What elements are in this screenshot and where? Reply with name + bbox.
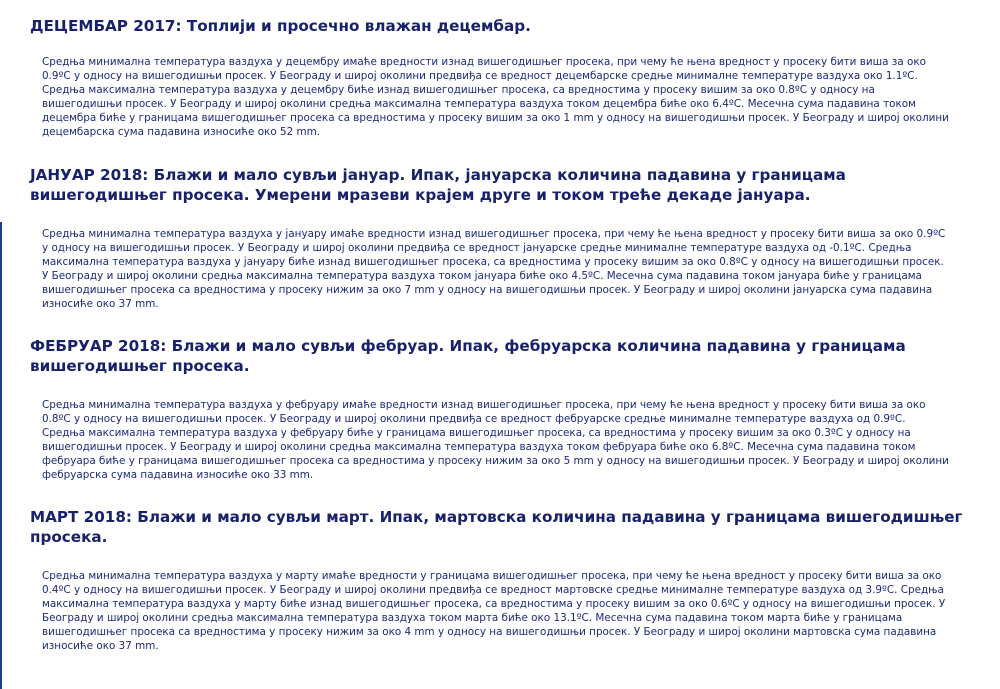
section-heading: ЈАНУАР 2018: Блажи и мало сувљи јануар. Ипак, јануарска количина падавина у границама вишегодишњег просека. Умерени мразеви крајем друге и током треће декаде јануара.	[30, 166, 846, 204]
section-march-2018	[30, 507, 980, 653]
section-paragraph: Средња минимална температура ваздуха у фебруару имаће вредности изнад вишегодишњег просека, при чему ће њена вредност у просеку бити виша за око 0.8ºC у односу на вишегодишњи просек. У Београду и широј околини предвиђа се вредност фебруарске средње минималне температуре ваздуха од 0.9ºC. Средња максимална температура ваздуха у фебруару биће у границама вишегодишњег просека, са вредностима у просеку вишим за око 0.3ºC у односу на вишегодишњи просек. У Београду и широј околини средња максимална температура ваздуха током фебруара биће око 6.8ºC. Месечна сума падавина током фебруара биће у границама вишегодишњег просека са вредностима у просеку нижим за око 5 mm у односу на вишегодишњи просек. У Београду и широј околини фебруарска сума падавина износиће око 33 mm.	[42, 399, 949, 481]
section-paragraph: Средња минимална температура ваздуха у марту имаће вредности у границама вишегодишњег просека, при чему ће њена вредност у просеку бити виша за око 0.4ºC у односу на вишегодишњи просек. У Београду и широј околини предвиђа се вредност мартовске средње минималне температуре ваздуха од 3.9ºC. Средња максимална температура ваздуха у марту биће изнад вишегодишњег просека, са вредностима у просеку вишим за око 0.6ºC у односу на вишегодишњи просек. У Београду и широј околини средња максимална температура ваздуха током марта биће око 13.1ºC. Месечна сума падавина током марта биће у границама вишегодишњег просека са вредностима у просеку нижим за око 4 mm у односу на вишегодишњи просек. У Београду и широј околини мартовска сума падавина износиће око 37 mm.	[42, 570, 946, 652]
section-heading: МАРТ 2018: Блажи и мало сувљи март. Ипак, мартовска количина падавина у границама вишегодишњег просека.	[30, 508, 963, 546]
section-heading: ФЕБРУАР 2018: Блажи и мало сувљи фебруар. Ипак, фебруарска количина падавина у границама вишегодишњег просека.	[30, 337, 906, 375]
section-february-2018	[30, 336, 980, 482]
section-heading: ДЕЦЕМБАР 2017: Топлији и просечно влажан децембар.	[30, 17, 531, 35]
section-paragraph: Средња минимална температура ваздуха у децембру имаће вредности изнад вишегодишњег просека, при чему ће њена вредност у просеку бити виша за око 0.9ºC у односу на вишегодишњи просек. У Београду и широј околини предвиђа се вредност децембарске средње минималне температуре ваздуха око 1.1ºC. Средња максимална температура ваздуха у децембру биће изнад вишегодишњег просека, са вредностима у просеку вишим за око 0.8ºC у односу на вишегодишњи просек. У Београду и широј околини средња максимална температура ваздуха током децембра биће око 6.4ºC. Месечна сума падавина током децембра биће у границама вишегодишњег просека са вредностима у просеку вишим за око 1 mm у односу на вишегодишњи просек. У Београду и широј околини децембарска сума падавина износиће око 52 mm.	[42, 56, 949, 138]
section-december-2017	[30, 16, 980, 139]
section-january-2018	[30, 165, 980, 311]
left-edge-divider	[0, 222, 2, 689]
section-paragraph: Средња минимална температура ваздуха у јануару имаће вредности изнад вишегодишњег просека, при чему ће њена вредност у просеку бити виша за око 0.9ºC у односу на вишегодишњи просек. У Београду и широј околини предвиђа се вредност јануарске средње минималне температуре ваздуха од -0.1ºC. Средња максимална температура ваздуха у јануару биће изнад вишегодишњег просека, са вредностима у просеку вишим за око 0.8ºC у односу на вишегодишњи просек. У Београду и широј околини средња максимална температура ваздуха током јануара биће око 4.5ºC. Месечна сума падавина током јануара биће у границама вишегодишњег просека са вредностима у просеку нижим за око 7 mm у односу на вишегодишњи просек. У Београду и широј околини јануарска сума падавина износиће око 37 mm.	[42, 228, 946, 310]
forecast-article	[30, 14, 980, 653]
